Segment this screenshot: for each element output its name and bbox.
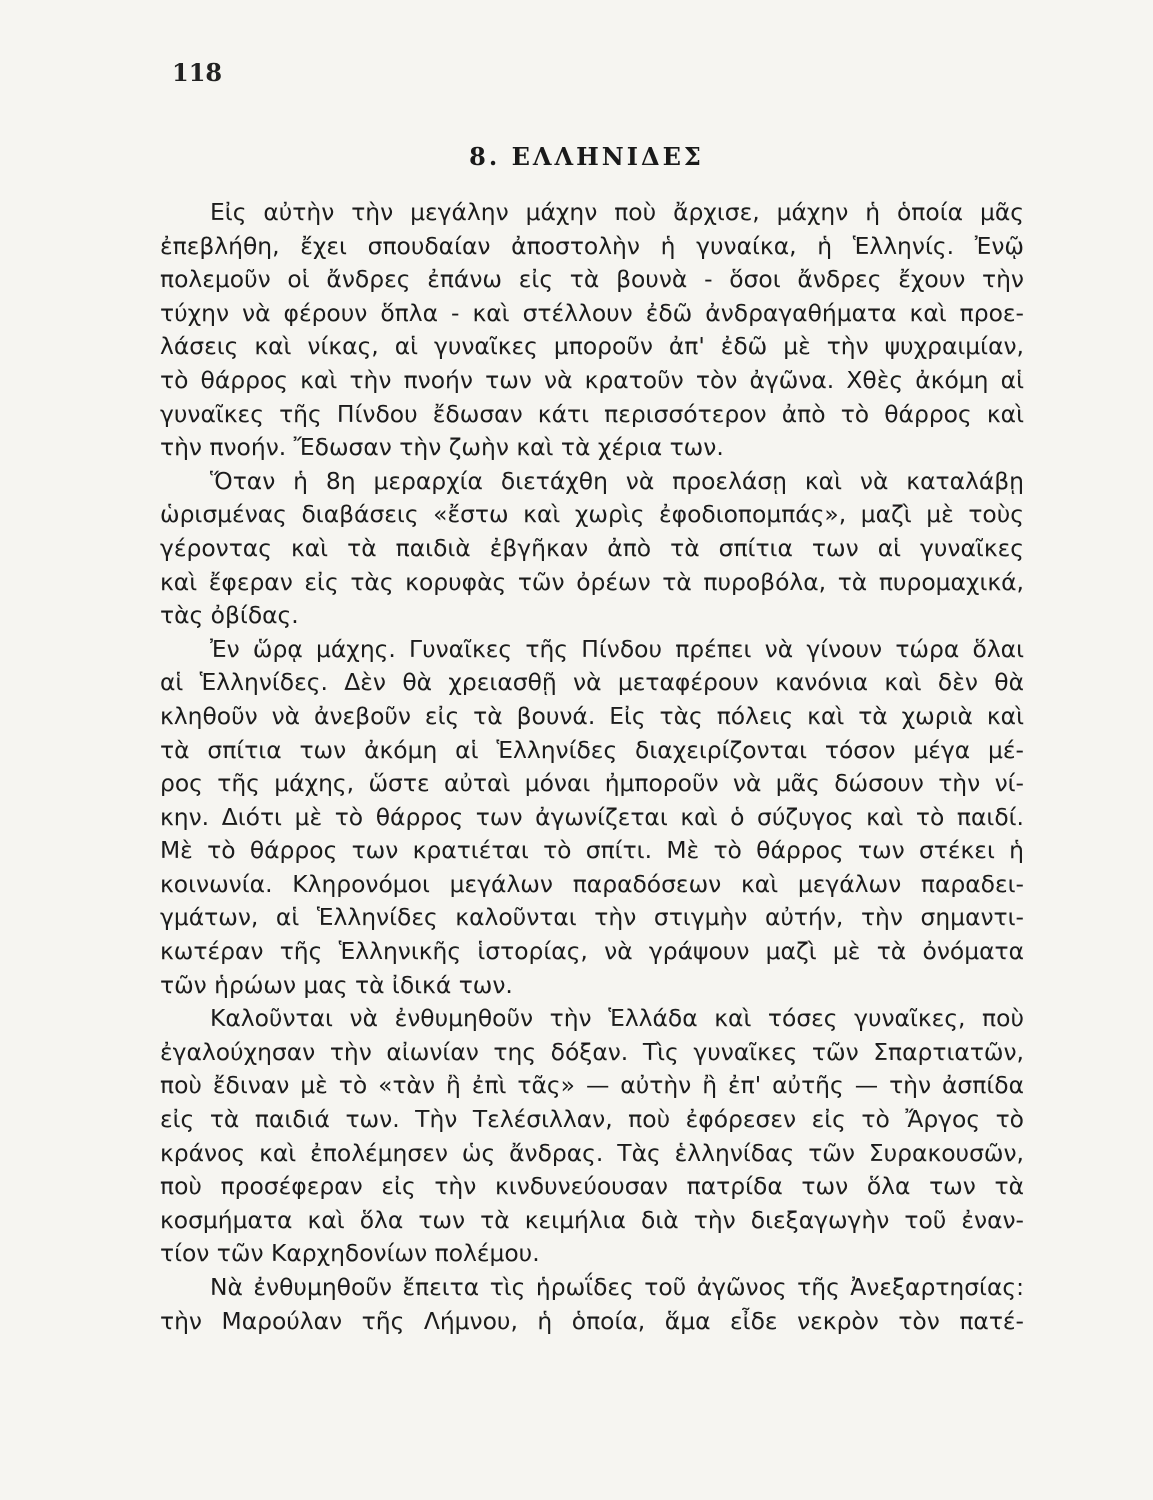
text-line: τίον τῶν Καρχηδονίων πολέμου. <box>160 1239 540 1268</box>
text-line: γυναῖκες τῆς Πίνδου ἔδωσαν κάτι περισσότερον ἀπὸ τὸ θάρρος καὶ <box>160 399 1024 428</box>
text-line: κοσμήματα καὶ ὅλα των τὰ κειμήλια διὰ τὴν διεξαγωγὴν τοῦ ἐναν- <box>160 1205 1024 1234</box>
text-line: κοινωνία. Κληρονόμοι μεγάλων παραδόσεων καὶ μεγάλων παραδει- <box>160 869 1024 898</box>
text-line: τὸ θάρρος καὶ τὴν πνοήν των νὰ κρατοῦν τὸν ἀγῶνα. Χθὲς ἀκόμη αἱ <box>160 365 1024 394</box>
page-number: 118 <box>172 58 223 87</box>
text-line: πολεμοῦν οἱ ἄνδρες ἐπάνω εἰς τὰ βουνὰ - ὅσοι ἄνδρες ἔχουν τὴν <box>160 265 1024 294</box>
text-line: ὡρισμένας διαβάσεις «ἔστω καὶ χωρὶς ἐφοδιοπομπάς», μαζὶ μὲ τοὺς <box>160 500 1024 529</box>
text-line: κωτέραν τῆς Ἑλληνικῆς ἱστορίας, νὰ γράψουν μαζὶ μὲ τὰ ὀνόματα <box>160 937 1024 966</box>
text-line: τὴν Μαρούλαν τῆς Λήμνου, ἡ ὁποία, ἅμα εἶδε νεκρὸν τὸν πατέ- <box>160 1306 1024 1335</box>
text-line: λάσεις καὶ νίκας, αἱ γυναῖκες μποροῦν ἀπ' ἐδῶ μὲ τὴν ψυχραιμίαν, <box>160 332 1024 361</box>
text-line: γμάτων, αἱ Ἑλληνίδες καλοῦνται τὴν στιγμὴν αὐτήν, τὴν σημαντι- <box>160 903 1024 932</box>
chapter-title: 8. ΕΛΛΗΝΙΔΕΣ <box>469 142 704 171</box>
text-line: Καλοῦνται νὰ ἐνθυμηθοῦν τὴν Ἑλλάδα καὶ τόσες γυναῖκες, ποὺ <box>210 1004 1024 1033</box>
text-line: κην. Διότι μὲ τὸ θάρρος των ἀγωνίζεται καὶ ὁ σύζυγος καὶ τὸ παιδί. <box>160 802 1024 831</box>
text-line: τὰ σπίτια των ἀκόμη αἱ Ἑλληνίδες διαχειρίζονται τόσον μέγα μέ- <box>160 735 1024 764</box>
text-line: τὴν πνοήν. Ἔδωσαν τὴν ζωὴν καὶ τὰ χέρια των. <box>160 433 724 462</box>
text-line: εἰς τὰ παιδιά των. Τὴν Τελέσιλλαν, ποὺ ἐφόρεσεν εἰς τὸ Ἄργος τὸ <box>160 1105 1024 1134</box>
body-text <box>160 196 1024 1338</box>
text-line: τύχην νὰ φέρουν ὅπλα - καὶ στέλλουν ἐδῶ ἀνδραγαθήματα καὶ προε- <box>160 298 1024 327</box>
text-line: καὶ ἔφεραν εἰς τὰς κορυφὰς τῶν ὀρέων τὰ πυροβόλα, τὰ πυρομαχικά, <box>160 567 1024 596</box>
text-line: ἐγαλούχησαν τὴν αἰωνίαν της δόξαν. Τὶς γυναῖκες τῶν Σπαρτιατῶν, <box>160 1037 1024 1066</box>
text-line: Μὲ τὸ θάρρος των κρατιέται τὸ σπίτι. Μὲ τὸ θάρρος των στέκει ἡ <box>160 836 1024 865</box>
text-line: τῶν ἡρώων μας τὰ ἰδικά των. <box>160 970 513 999</box>
text-line: κληθοῦν νὰ ἀνεβοῦν εἰς τὰ βουνά. Εἰς τὰς πόλεις καὶ τὰ χωριὰ καὶ <box>160 701 1024 730</box>
text-line: ποὺ προσέφεραν εἰς τὴν κινδυνεύουσαν πατρίδα των ὅλα των τὰ <box>160 1172 1024 1201</box>
text-line: αἱ Ἑλληνίδες. Δὲν θὰ χρειασθῇ νὰ μεταφέρουν κανόνια καὶ δὲν θὰ <box>160 668 1024 697</box>
text-line: ἐπεβλήθη, ἔχει σπουδαίαν ἀποστολὴν ἡ γυναίκα, ἡ Ἑλληνίς. Ἐνῷ <box>160 231 1024 260</box>
text-line: ρος τῆς μάχης, ὥστε αὐταὶ μόναι ἠμποροῦν νὰ μᾶς δώσουν τὴν νί- <box>160 769 1024 798</box>
text-line: Ὅταν ἡ 8η μεραρχία διετάχθη νὰ προελάσῃ καὶ νὰ καταλάβῃ <box>210 466 1024 495</box>
text-line: Ἐν ὥρᾳ μάχης. Γυναῖκες τῆς Πίνδου πρέπει νὰ γίνουν τώρα ὅλαι <box>210 634 1024 663</box>
text-line: κράνος καὶ ἐπολέμησεν ὡς ἄνδρας. Τὰς ἑλληνίδας τῶν Συρακουσῶν, <box>160 1138 1024 1167</box>
text-line: Εἰς αὐτὴν τὴν μεγάλην μάχην ποὺ ἄρχισε, μάχην ἡ ὁποία μᾶς <box>210 198 1024 226</box>
text-line: ποὺ ἔδιναν μὲ τὸ «τὰν ἢ ἐπὶ τᾶς» — αὐτὴν ἢ ἐπ' αὐτῆς — τὴν ἀσπίδα <box>160 1071 1024 1100</box>
text-line: τὰς ὀβίδας. <box>160 601 299 630</box>
text-line: Νὰ ἐνθυμηθοῦν ἔπειτα τὶς ἡρωΐδες τοῦ ἀγῶνος τῆς Ἀνεξαρτησίας: <box>210 1273 1024 1301</box>
text-line: γέροντας καὶ τὰ παιδιὰ ἐβγῆκαν ἀπὸ τὰ σπίτια των αἱ γυναῖκες <box>160 533 1024 562</box>
